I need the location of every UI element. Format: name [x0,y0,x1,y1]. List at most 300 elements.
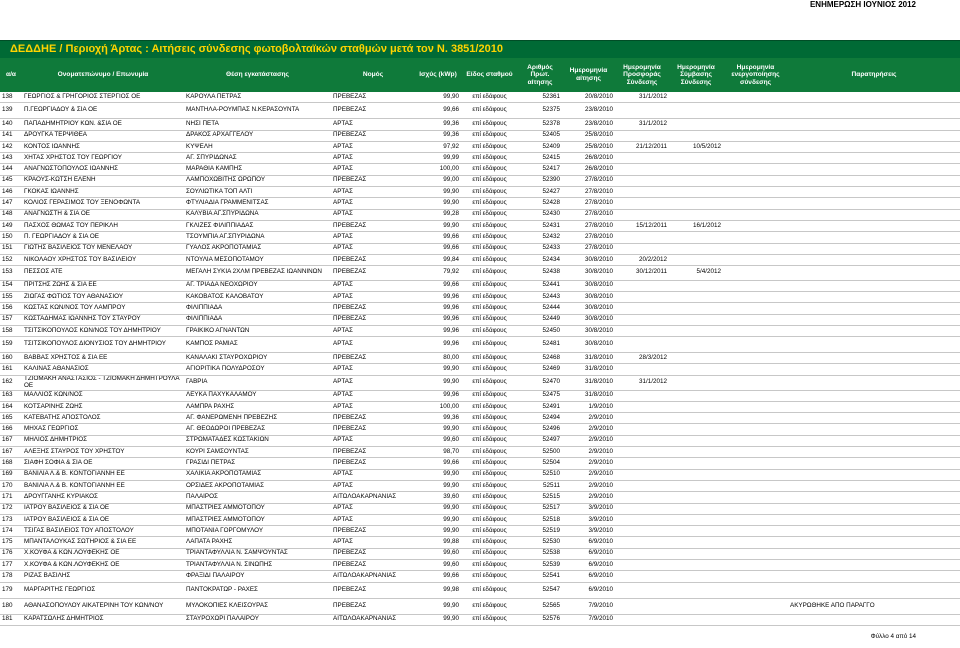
cell-name: ΑΘΑΝΑΣΟΠΟΥΛΟΥ ΑΙΚΑΤΕΡΙΝΗ ΤΟΥ ΚΩΝ/ΝΟΥ [22,598,184,614]
applications-table [0,58,960,626]
cell-power: 99,36 [415,413,461,424]
cell-contract-date: 5/4/2012 [669,266,723,281]
cell-aa: 176 [0,548,22,559]
cell-location: ΜΑΝΤΗΛΑ-ΡΟΥΜΠΑΣ Ν.ΚΕΡΑΣΟΥΝΤΑ [184,103,331,119]
cell-protocol: 52510 [518,469,562,480]
top-bar [0,0,960,9]
cell-prefecture: ΑΡΤΑΣ [331,337,415,353]
cell-remarks [788,375,960,390]
cell-location: ΑΓ. ΣΠΥΡΙΔΩΝΑΣ [184,153,331,164]
cell-aa: 157 [0,314,22,325]
cell-offer-date [615,232,669,243]
table-row [0,325,960,336]
cell-type: επί εδάφους [461,103,518,119]
cell-aa: 177 [0,560,22,571]
cell-power: 99,96 [415,303,461,314]
table-row [0,303,960,314]
cell-prefecture: ΠΡΕΒΕΖΑΣ [331,103,415,119]
cell-remarks [788,469,960,480]
cell-protocol: 52405 [518,130,562,141]
table-row [0,424,960,435]
table-row [0,280,960,291]
cell-power: 99,90 [415,92,461,103]
cell-protocol: 52515 [518,492,562,503]
cell-aa: 162 [0,375,22,390]
cell-offer-date [615,198,669,209]
cell-contract-date [669,130,723,141]
table-row [0,375,960,390]
cell-name: ΠΑΠΑΔΗΜΗΤΡΙΟΥ ΚΩΝ. &ΣΙΑ ΟΕ [22,119,184,130]
cell-offer-date: 21/12/2011 [615,141,669,152]
table-row [0,447,960,458]
cell-app-date: 20/8/2010 [562,92,615,103]
cell-power: 39,60 [415,492,461,503]
cell-location: ΜΥΛΟΚΟΠΙΕΣ ΚΛΕΙΣΟΥΡΑΣ [184,598,331,614]
table-row [0,435,960,446]
cell-app-date: 30/8/2010 [562,266,615,281]
cell-type: επί εδάφους [461,220,518,231]
cell-offer-date [615,435,669,446]
cell-prefecture: ΑΡΤΑΣ [331,390,415,401]
cell-location: ΑΓΙΟΡΙΤΙΚΑ ΠΟΛΥΔΡΟΣΟΥ [184,364,331,375]
cell-app-date: 3/9/2010 [562,503,615,514]
cell-name: ΓΙΩΤΗΣ ΒΑΣΙΛΕΙΟΣ ΤΟΥ ΜΕΝΕΛΑΟΥ [22,243,184,254]
cell-protocol: 52491 [518,401,562,412]
cell-protocol: 52390 [518,175,562,186]
cell-offer-date [615,280,669,291]
cell-remarks [788,130,960,141]
table-row [0,254,960,265]
cell-aa: 146 [0,187,22,198]
cell-location: ΟΡΣΙΔΕΣ ΑΚΡΟΠΟΤΑΜΙΑΣ [184,480,331,491]
cell-aa: 167 [0,435,22,446]
cell-remarks [788,254,960,265]
cell-name: ΑΛΕΞΗΣ ΣΤΑΥΡΟΣ ΤΟΥ ΧΡΗΣΤΟΥ [22,447,184,458]
cell-aa: 158 [0,325,22,336]
cell-type: επί εδάφους [461,375,518,390]
cell-prefecture: ΠΡΕΒΕΖΑΣ [331,303,415,314]
cell-name: ΜΑΛΛΙΟΣ ΚΩΝ/ΝΟΣ [22,390,184,401]
cell-remarks [788,571,960,582]
cell-prefecture: ΑΡΤΑΣ [331,469,415,480]
cell-location: ΛΕΥΚΑ ΠΑΧΥΚΑΛΑΜΟΥ [184,390,331,401]
cell-name: ΜΗΧΑΣ ΓΕΩΡΓΙΟΣ [22,424,184,435]
cell-offer-date [615,243,669,254]
cell-contract-date [669,537,723,548]
cell-power: 99,00 [415,175,461,186]
cell-activation-date [723,325,788,336]
cell-power: 100,00 [415,401,461,412]
cell-location: ΜΑΡΑΘΙΑ ΚΑΜΠΗΣ [184,164,331,175]
cell-type: επί εδάφους [461,280,518,291]
cell-type: επί εδάφους [461,325,518,336]
cell-contract-date [669,469,723,480]
cell-protocol: 52565 [518,598,562,614]
cell-app-date: 7/9/2010 [562,614,615,625]
cell-app-date: 6/9/2010 [562,548,615,559]
cell-type: επί εδάφους [461,209,518,220]
cell-protocol: 52428 [518,198,562,209]
table-row [0,413,960,424]
cell-offer-date [615,560,669,571]
cell-app-date: 6/9/2010 [562,582,615,598]
cell-app-date: 27/8/2010 [562,187,615,198]
cell-contract-date [669,571,723,582]
cell-type: επί εδάφους [461,582,518,598]
cell-contract-date [669,390,723,401]
cell-activation-date [723,153,788,164]
cell-prefecture: ΑΡΤΑΣ [331,187,415,198]
cell-aa: 155 [0,291,22,302]
cell-power: 99,96 [415,325,461,336]
table-row [0,337,960,353]
cell-type: επί εδάφους [461,548,518,559]
cell-app-date: 23/8/2010 [562,119,615,130]
cell-name: ΠΑΣΧΟΣ ΘΩΜΑΣ ΤΟΥ ΠΕΡΙΚΛΗ [22,220,184,231]
cell-remarks [788,232,960,243]
cell-remarks [788,153,960,164]
cell-contract-date [669,303,723,314]
cell-activation-date [723,458,788,469]
cell-aa: 163 [0,390,22,401]
cell-name: ΚΟΝΤΟΣ ΙΩΑΝΝΗΣ [22,141,184,152]
cell-offer-date [615,153,669,164]
cell-protocol: 52494 [518,413,562,424]
cell-prefecture: ΠΡΕΒΕΖΑΣ [331,314,415,325]
cell-remarks [788,364,960,375]
cell-app-date: 30/8/2010 [562,291,615,302]
cell-activation-date [723,92,788,103]
cell-name: ΤΣΙΤΣΙΚΟΠΟΥΛΟΣ ΚΩΝ/ΝΟΣ ΤΟΥ ΔΗΜΗΤΡΙΟΥ [22,325,184,336]
cell-power: 80,00 [415,353,461,364]
cell-offer-date [615,291,669,302]
col-protocol: Αριθμός Πρωτ. αίτησης [518,58,562,92]
cell-type: επί εδάφους [461,303,518,314]
title-bar [0,40,960,59]
cell-offer-date: 31/1/2012 [615,375,669,390]
cell-name: ΚΩΣΤΑΣ ΚΩΝ/ΝΟΣ ΤΟΥ ΛΑΜΠΡΟΥ [22,303,184,314]
cell-remarks [788,413,960,424]
cell-protocol: 52475 [518,390,562,401]
cell-activation-date [723,243,788,254]
cell-name: ΤΣΙΓΑΣ ΒΑΣΙΛΕΙΟΣ ΤΟΥ ΑΠΟΣΤΟΛΟΥ [22,526,184,537]
cell-aa: 171 [0,492,22,503]
cell-aa: 139 [0,103,22,119]
cell-activation-date [723,280,788,291]
cell-protocol: 52496 [518,424,562,435]
cell-remarks [788,614,960,625]
cell-activation-date [723,198,788,209]
cell-contract-date [669,243,723,254]
cell-aa: 164 [0,401,22,412]
cell-app-date: 31/8/2010 [562,364,615,375]
cell-prefecture: ΠΡΕΒΕΖΑΣ [331,447,415,458]
cell-aa: 156 [0,303,22,314]
cell-location: ΚΑΝΑΛΑΚΙ ΣΤΑΥΡΟΧΩΡΙΟΥ [184,353,331,364]
cell-remarks [788,503,960,514]
cell-location: ΦΙΛΙΠΠΙΑΔΑ [184,314,331,325]
cell-power: 97,92 [415,141,461,152]
cell-remarks [788,514,960,525]
cell-activation-date [723,424,788,435]
cell-name: ΤΣΙΤΣΙΚΟΠΟΥΛΟΣ ΔΙΟΝΥΣΙΟΣ ΤΟΥ ΔΗΜΗΤΡΙΟΥ [22,337,184,353]
page-footer: Φύλλο 4 από 14 [870,633,916,640]
cell-name: ΚΑΤΕΒΑΤΗΣ ΑΠΟΣΤΟΛΟΣ [22,413,184,424]
cell-app-date: 27/8/2010 [562,232,615,243]
cell-offer-date [615,401,669,412]
cell-protocol: 52468 [518,353,562,364]
cell-offer-date [615,103,669,119]
cell-protocol: 52538 [518,548,562,559]
cell-app-date: 6/9/2010 [562,571,615,582]
cell-app-date: 31/8/2010 [562,390,615,401]
cell-offer-date [615,526,669,537]
cell-protocol: 52519 [518,526,562,537]
cell-contract-date [669,548,723,559]
cell-power: 99,66 [415,243,461,254]
cell-remarks [788,314,960,325]
cell-activation-date [723,337,788,353]
cell-activation-date [723,492,788,503]
cell-power: 99,66 [415,458,461,469]
cell-app-date: 2/9/2010 [562,447,615,458]
cell-type: επί εδάφους [461,424,518,435]
cell-power: 99,28 [415,209,461,220]
cell-location: ΓΥΑΛΟΣ ΑΚΡΟΠΟΤΑΜΙΑΣ [184,243,331,254]
cell-app-date: 2/9/2010 [562,424,615,435]
cell-protocol: 52417 [518,164,562,175]
cell-protocol: 52470 [518,375,562,390]
cell-contract-date [669,103,723,119]
cell-prefecture: ΑΡΤΑΣ [331,243,415,254]
cell-power: 99,98 [415,582,461,598]
page-title: ΔΕΔΔΗΕ / Περιοχή Άρτας : Αιτήσεις σύνδεσης φωτοβολταϊκών σταθμών μετά τον Ν. 3851/2010 [10,43,503,55]
cell-remarks [788,424,960,435]
cell-app-date: 6/9/2010 [562,560,615,571]
cell-type: επί εδάφους [461,560,518,571]
table-row [0,164,960,175]
cell-app-date: 7/9/2010 [562,598,615,614]
cell-location: ΚΑΜΠΟΣ ΡΑΜΙΑΣ [184,337,331,353]
cell-activation-date [723,314,788,325]
cell-protocol: 52481 [518,337,562,353]
cell-name: ΚΑΛΙΝΑΣ ΑΘΑΝΑΣΙΟΣ [22,364,184,375]
cell-activation-date [723,130,788,141]
cell-name: ΑΝΑΓΝΩΣΤΟΠΟΥΛΟΣ ΙΩΑΝΝΗΣ [22,164,184,175]
cell-power: 99,90 [415,198,461,209]
cell-power: 99,84 [415,254,461,265]
cell-name: ΖΙΩΓΑΣ ΦΩΤΙΟΣ ΤΟΥ ΑΘΑΝΑΣΙΟΥ [22,291,184,302]
cell-aa: 149 [0,220,22,231]
cell-location: ΛΑΜΠΟΧΩΒΙΤΗΣ ΩΡΩΠΟΥ [184,175,331,186]
cell-contract-date [669,364,723,375]
cell-activation-date [723,548,788,559]
cell-protocol: 52541 [518,571,562,582]
cell-remarks: ΑΚΥΡΩΘΗΚΕ ΑΠΟ ΠΑΡΑΓΓΟ [788,598,960,614]
col-prefecture: Νομός [331,58,415,92]
cell-prefecture: ΠΡΕΒΕΖΑΣ [331,266,415,281]
cell-name: ΝΙΚΟΛΑΟΥ ΧΡΗΣΤΟΣ ΤΟΥ ΒΑΣΙΛΕΙΟΥ [22,254,184,265]
table-row [0,291,960,302]
table-row [0,92,960,103]
cell-location: ΦΡΑΞΙΔΙ ΠΑΛΑΙΡΟΥ [184,571,331,582]
cell-prefecture: ΑΙΤΩΛΟΑΚΑΡΝΑΝΙΑΣ [331,492,415,503]
cell-offer-date [615,164,669,175]
cell-prefecture: ΑΡΤΑΣ [331,153,415,164]
table-body [0,92,960,625]
cell-power: 79,92 [415,266,461,281]
cell-type: επί εδάφους [461,187,518,198]
cell-name: ΠΕΣΣΟΣ ΑΤΕ [22,266,184,281]
table-row [0,492,960,503]
cell-protocol: 52547 [518,582,562,598]
cell-app-date: 26/8/2010 [562,153,615,164]
cell-location: ΦΙΛΙΠΠΙΑΔΑ [184,303,331,314]
cell-offer-date [615,598,669,614]
cell-protocol: 52504 [518,458,562,469]
cell-contract-date [669,447,723,458]
cell-offer-date: 30/12/2011 [615,266,669,281]
cell-location: ΛΑΠΑΤΑ ΡΑΧΗΣ [184,537,331,548]
cell-prefecture: ΑΙΤΩΛΟΑΚΑΡΝΑΝΙΑΣ [331,614,415,625]
cell-offer-date [615,337,669,353]
cell-offer-date [615,413,669,424]
cell-aa: 175 [0,537,22,548]
cell-remarks [788,220,960,231]
cell-contract-date [669,435,723,446]
cell-name: ΙΑΤΡΟΥ ΒΑΣΙΛΕΙΟΣ & ΣΙΑ ΟΕ [22,514,184,525]
table-row [0,187,960,198]
cell-prefecture: ΑΡΤΑΣ [331,209,415,220]
cell-name: Π. ΓΕΩΡΓΙΑΔΟΥ & ΣΙΑ ΟΕ [22,232,184,243]
cell-app-date: 27/8/2010 [562,243,615,254]
cell-name: ΤΖΙΟΜΑΚΗ ΑΝΑΣΤΑΣΙΟΣ - ΤΖΙΟΜΑΚΗ ΔΗΜΗΤΡΟΥΛΑ ΟΕ [22,375,184,390]
cell-location: ΠΑΝΤΟΚΡΑΤΩΡ - ΡΑΧΕΣ [184,582,331,598]
cell-power: 100,00 [415,164,461,175]
cell-location: ΓΚΛΙΖΕΣ ΦΙΛΙΠΠΙΑΔΑΣ [184,220,331,231]
cell-remarks [788,560,960,571]
cell-app-date: 27/8/2010 [562,209,615,220]
cell-contract-date [669,514,723,525]
cell-contract-date [669,198,723,209]
cell-name: ΙΑΤΡΟΥ ΒΑΣΙΛΕΙΟΣ & ΣΙΑ ΟΕ [22,503,184,514]
cell-type: επί εδάφους [461,447,518,458]
cell-offer-date [615,364,669,375]
cell-name: ΣΙΑΦΗ ΣΟΦΙΑ & ΣΙΑ ΟΕ [22,458,184,469]
cell-activation-date [723,254,788,265]
cell-activation-date [723,266,788,281]
table-row [0,469,960,480]
table-row [0,364,960,375]
cell-aa: 178 [0,571,22,582]
cell-aa: 152 [0,254,22,265]
cell-aa: 145 [0,175,22,186]
cell-prefecture: ΠΡΕΒΕΖΑΣ [331,526,415,537]
cell-app-date: 25/8/2010 [562,141,615,152]
cell-contract-date [669,92,723,103]
cell-aa: 169 [0,469,22,480]
cell-name: ΜΑΡΓΑΡΙΤΗΣ ΓΕΩΡΓΙΟΣ [22,582,184,598]
table-row [0,266,960,281]
cell-remarks [788,103,960,119]
cell-offer-date: 28/3/2012 [615,353,669,364]
cell-power: 99,60 [415,548,461,559]
cell-location: ΚΑΛΥΒΙΑ ΑΓ.ΣΠΥΡΙΔΩΝΑ [184,209,331,220]
cell-name: ΔΡΟΥΓΚΑ ΤΕΡΨΙΘΕΑ [22,130,184,141]
cell-remarks [788,447,960,458]
cell-location: ΝΗΣΙ ΠΕΤΑ [184,119,331,130]
cell-app-date: 26/8/2010 [562,164,615,175]
table-row [0,480,960,491]
cell-prefecture: ΠΡΕΒΕΖΑΣ [331,413,415,424]
cell-aa: 159 [0,337,22,353]
cell-activation-date [723,375,788,390]
cell-app-date: 1/9/2010 [562,401,615,412]
table-row [0,130,960,141]
cell-power: 99,90 [415,187,461,198]
cell-remarks [788,164,960,175]
cell-offer-date [615,582,669,598]
cell-aa: 181 [0,614,22,625]
cell-name: ΚΑΡΑΤΣΩΛΗΣ ΔΗΜΗΤΡΙΟΣ [22,614,184,625]
cell-contract-date [669,375,723,390]
cell-contract-date [669,598,723,614]
cell-type: επί εδάφους [461,353,518,364]
cell-name: ΚΡΑΟΥΣ-ΚΩΤΣΗ ΕΛΕΝΗ [22,175,184,186]
cell-power: 99,36 [415,119,461,130]
cell-aa: 144 [0,164,22,175]
cell-type: επί εδάφους [461,390,518,401]
cell-power: 99,90 [415,364,461,375]
cell-name: Π.ΓΕΩΡΓΙΑΔΟΥ & ΣΙΑ ΟΕ [22,103,184,119]
table-row [0,141,960,152]
cell-name: Χ.ΚΟΥΦΑ & ΚΩΝ.ΛΟΥΦΕΚΗΣ ΟΕ [22,560,184,571]
cell-protocol: 52431 [518,220,562,231]
cell-location: ΔΡΑΚΟΣ ΑΡΧΑΓΓΕΛΟΥ [184,130,331,141]
cell-prefecture: ΠΡΕΒΕΖΑΣ [331,598,415,614]
cell-remarks [788,243,960,254]
cell-aa: 165 [0,413,22,424]
cell-offer-date [615,492,669,503]
cell-prefecture: ΠΡΕΒΕΖΑΣ [331,254,415,265]
cell-prefecture: ΠΡΕΒΕΖΑΣ [331,220,415,231]
cell-power: 99,90 [415,614,461,625]
cell-offer-date [615,469,669,480]
cell-location: ΝΤΟΥΛΙΑ ΜΕΣΟΠΟΤΑΜΟΥ [184,254,331,265]
cell-power: 99,66 [415,280,461,291]
cell-contract-date [669,119,723,130]
cell-app-date: 6/9/2010 [562,537,615,548]
cell-type: επί εδάφους [461,254,518,265]
table-row [0,353,960,364]
cell-remarks [788,582,960,598]
cell-name: ΓΚΟΚΑΣ ΙΩΑΝΝΗΣ [22,187,184,198]
cell-app-date: 30/8/2010 [562,325,615,336]
cell-activation-date [723,447,788,458]
cell-offer-date [615,514,669,525]
cell-protocol: 52378 [518,119,562,130]
table-row [0,598,960,614]
cell-type: επί εδάφους [461,401,518,412]
cell-contract-date [669,526,723,537]
cell-remarks [788,548,960,559]
table-row [0,458,960,469]
cell-prefecture: ΑΡΤΑΣ [331,291,415,302]
cell-protocol: 52432 [518,232,562,243]
cell-type: επί εδάφους [461,119,518,130]
cell-offer-date [615,571,669,582]
cell-app-date: 30/8/2010 [562,337,615,353]
